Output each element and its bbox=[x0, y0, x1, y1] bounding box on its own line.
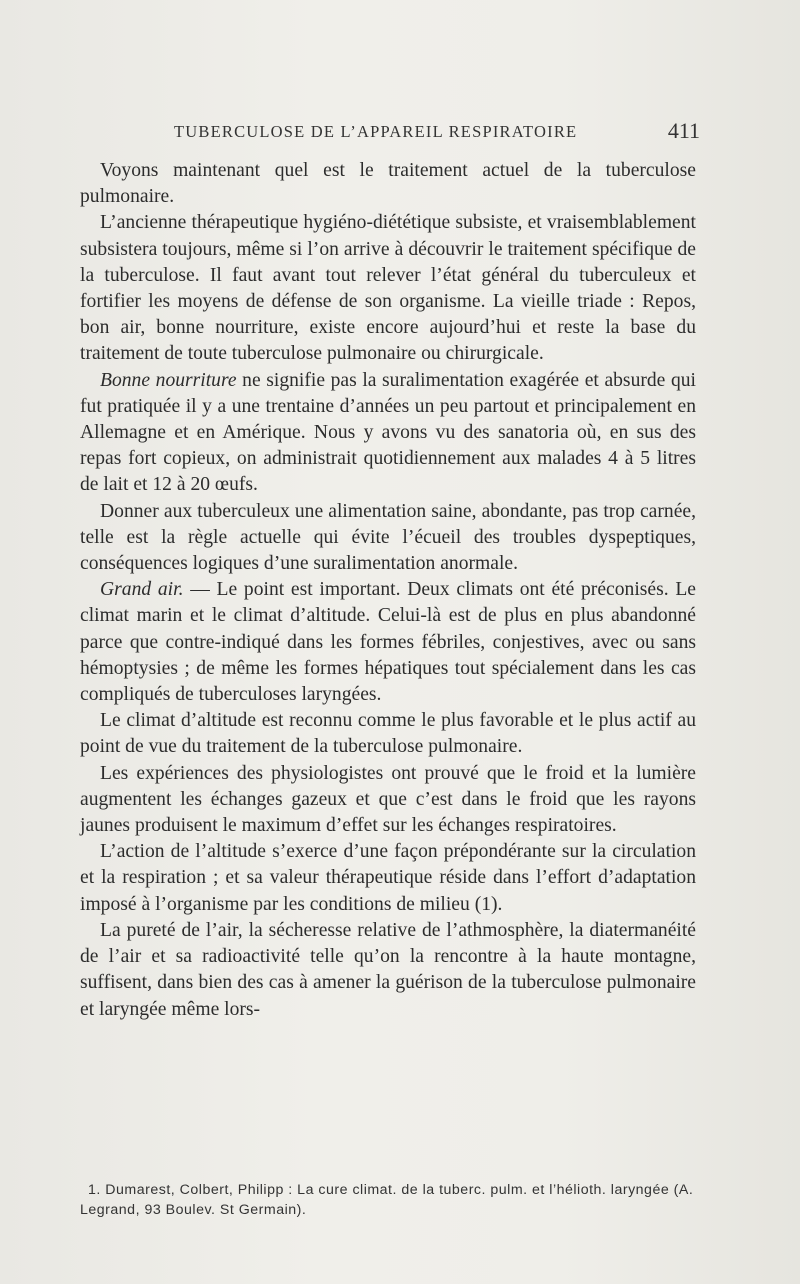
paragraph: Bonne nourriture ne signifie pas la suralimentation exagérée et absurde qui fut pratiquée il y a une trentaine d’années un peu partout et principalement en Allemagne et en Amérique. Nous y avons vu des sanatoria où, en sus des repas fort copieux, on administrait quotidiennement aux malades 4 à 5 litres de lait et 12 à 20 œufs. bbox=[80, 369, 697, 496]
paragraph: Les expériences des physiologistes ont prouvé que le froid et la lumière augmentent les échanges gazeux et que c’est dans le froid que les rayons jaunes produisent le maximum d’effet sur les échanges respiratoires. bbox=[80, 762, 696, 837]
paragraph: Grand air. — Le point est important. Deux climats ont été préconisés. Le climat marin et le climat d’altitude. Celui-là est de plus en plus abandonné parce que contre-indiqué dans les formes fébriles, conjestives, avec ou sans hémoptysies ; de même les formes hépatiques tout spécialement dans les cas compliqués de tuberculoses laryngées. bbox=[80, 579, 697, 706]
paragraph: Donner aux tuberculeux une alimentation saine, abondante, pas trop carnée, telle est la règle actuelle qui évite l’écueil des troubles dyspeptiques, conséquences logiques d’une suralimentation anormale. bbox=[80, 500, 696, 575]
paragraph: L’action de l’altitude s’exerce d’une façon prépondérante sur la circulation et la respiration ; et sa valeur thérapeutique réside dans l’effort d’adaptation imposé à l’organisme par les conditions de milieu (1). bbox=[80, 841, 696, 915]
body-text bbox=[80, 158, 696, 1023]
running-head bbox=[140, 118, 700, 148]
paragraph: La pureté de l’air, la sécheresse relative de l’athmosphère, la diatermanéité de l’air et sa radioactivité telle qu’on la rencontre à la haute montagne, suffisent, dans bien des cas à amener la guérison de la tuberculose pulmonaire et laryngée même lors- bbox=[80, 919, 696, 1020]
section-lead: Grand air. bbox=[100, 579, 184, 601]
footnotes bbox=[80, 1181, 696, 1220]
paragraph: Le climat d’altitude est reconnu comme le plus favorable et le plus actif au point de vue du traitement de la tuberculose pulmonaire. bbox=[80, 710, 696, 758]
paragraph: L’ancienne thérapeutique hygiéno-diététique subsiste, et vraisemblablement subsistera toujours, même si l’on arrive à découvrir le traitement spécifique de la tuberculose. Il faut avant tout relever l’état général du tuberculeux et fortifier les moyens de défense de son organisme. La vieille triade : Repos, bon air, bonne nourriture, existe encore aujourd’hui et reste la base du traitement de toute tuberculose pulmonaire ou chirurgicale. bbox=[80, 212, 696, 365]
section-lead: Bonne nourriture bbox=[100, 369, 237, 391]
page-number: 411 bbox=[667, 118, 700, 143]
running-title: TUBERCULOSE DE L’APPAREIL RESPIRATOIRE bbox=[174, 122, 578, 141]
footnote: 1. Dumarest, Colbert, Philipp : La cure climat. de la tuberc. pulm. et l’hélioth. laryngée (A. Legrand, 93 Boulev. St Germain). bbox=[80, 1182, 694, 1218]
paragraph: Voyons maintenant quel est le traitement actuel de la tuberculose pulmonaire. bbox=[80, 160, 696, 208]
